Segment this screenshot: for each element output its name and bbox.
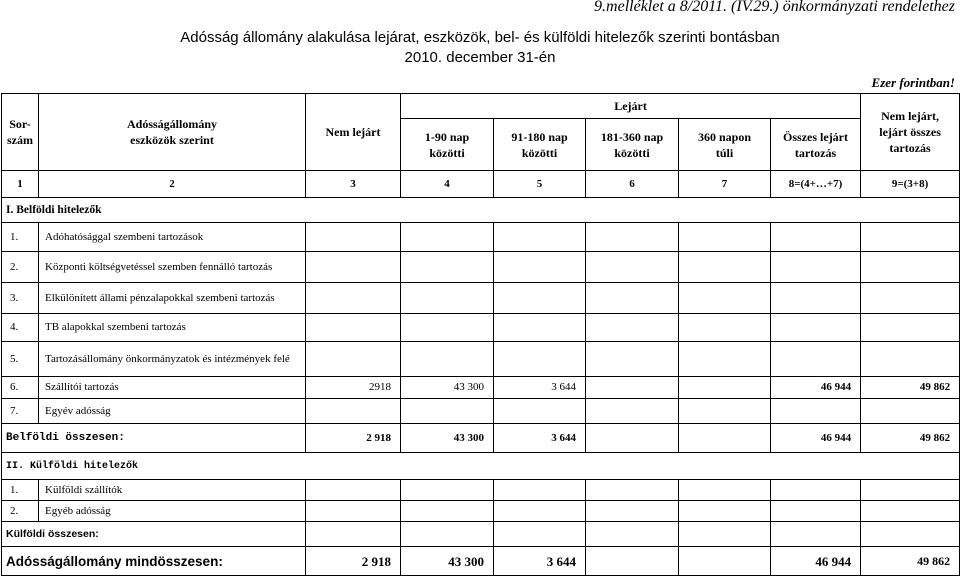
value-lejart-91-180 <box>494 342 586 377</box>
row-label: Tartozásállomány önkormányzatok és intézmények felé <box>45 352 290 365</box>
total-osszes-lejart: 46 944 <box>771 424 861 453</box>
total-lejart-91-180 <box>494 522 586 547</box>
total-lejart-360-felett <box>679 522 771 547</box>
unit-note: Ezer forintban! <box>871 75 955 90</box>
grand-total-row <box>2 547 960 576</box>
value-lejart-1-90: 43 300 <box>401 377 494 399</box>
value-lejart-181-360 <box>586 399 679 424</box>
value-osszes-tartozas <box>861 283 960 314</box>
value-lejart-360-felett <box>679 314 771 342</box>
grand-total-osszes-lejart: 46 944 <box>771 547 861 576</box>
row-number: 7. <box>2 399 39 424</box>
value-nem-lejart <box>306 342 401 377</box>
value-osszes-lejart <box>771 399 861 424</box>
header-row <box>2 94 960 119</box>
debt-table <box>1 93 960 576</box>
value-osszes-lejart <box>771 283 861 314</box>
title-line-2: 2010. december 31-én <box>404 49 556 66</box>
value-lejart-91-180 <box>494 283 586 314</box>
value-lejart-1-90 <box>401 480 494 501</box>
value-osszes-lejart <box>771 480 861 501</box>
table-row <box>2 399 960 424</box>
row-label: Elkülönített állami pénzalapokkal szembeni tartozás <box>39 283 306 314</box>
column-number: 5 <box>494 171 586 198</box>
value-osszes-tartozas <box>861 399 960 424</box>
value-osszes-lejart <box>771 223 861 252</box>
total-lejart-181-360 <box>586 424 679 453</box>
value-osszes-tartozas <box>861 342 960 377</box>
value-osszes-tartozas: 49 862 <box>861 377 960 399</box>
column-number: 9=(3+8) <box>861 171 960 198</box>
row-number: 1. <box>2 480 39 501</box>
value-lejart-91-180 <box>494 501 586 522</box>
table-row <box>2 377 960 399</box>
table-row <box>2 283 960 314</box>
column-number: 1 <box>2 171 39 198</box>
value-lejart-91-180 <box>494 399 586 424</box>
row-number: 3. <box>2 283 39 314</box>
value-lejart-91-180 <box>494 223 586 252</box>
value-lejart-360-felett <box>679 501 771 522</box>
row-label: Egyév adósság <box>39 399 306 424</box>
title-line-1: Adósság állomány alakulása lejárat, eszközök, bel- és külföldi hitelezők szerinti bontásban <box>180 29 780 46</box>
row-label: Külföldi szállítók <box>39 480 306 501</box>
value-lejart-181-360 <box>586 314 679 342</box>
value-lejart-91-180 <box>494 314 586 342</box>
value-nem-lejart <box>306 480 401 501</box>
table-row <box>2 480 960 501</box>
value-osszes-lejart: 46 944 <box>771 377 861 399</box>
header-lejart-group: Lejárt <box>401 94 861 119</box>
grand-total-lejart-91-180: 3 644 <box>494 547 586 576</box>
row-label: Egyéb adósság <box>39 501 306 522</box>
value-lejart-360-felett <box>679 223 771 252</box>
value-lejart-360-felett <box>679 377 771 399</box>
header-lejart-181-360: 181-360 nap közötti <box>586 119 679 171</box>
value-lejart-91-180 <box>494 252 586 283</box>
column-number: 4 <box>401 171 494 198</box>
value-osszes-tartozas <box>861 314 960 342</box>
header-nem-lejart: Nem lejárt <box>306 94 401 171</box>
row-number: 6. <box>2 377 39 399</box>
value-nem-lejart: 2918 <box>306 377 401 399</box>
value-lejart-360-felett <box>679 399 771 424</box>
header-osszes-tartozas: Nem lejárt, lejárt összes tartozás <box>861 94 960 171</box>
total-nem-lejart <box>306 522 401 547</box>
total-lejart-91-180: 3 644 <box>494 424 586 453</box>
grand-total-label: Adósságállomány mindösszesen: <box>2 547 306 576</box>
total-osszes-tartozas: 49 862 <box>861 424 960 453</box>
value-lejart-360-felett <box>679 342 771 377</box>
total-lejart-360-felett <box>679 424 771 453</box>
total-lejart-1-90: 43 300 <box>401 424 494 453</box>
row-number: 2. <box>2 252 39 283</box>
section-total-row <box>2 424 960 453</box>
column-number: 6 <box>586 171 679 198</box>
value-lejart-1-90 <box>401 399 494 424</box>
row-number: 1. <box>2 223 39 252</box>
column-number: 3 <box>306 171 401 198</box>
row-number: 2. <box>2 501 39 522</box>
value-lejart-181-360 <box>586 480 679 501</box>
value-lejart-181-360 <box>586 252 679 283</box>
header-lejart-91-180: 91-180 nap közötti <box>494 119 586 171</box>
value-lejart-91-180: 3 644 <box>494 377 586 399</box>
section-heading: II. Külföldi hitelezők <box>2 453 960 480</box>
value-lejart-181-360 <box>586 342 679 377</box>
row-label: Központi költségvetéssel szemben fennálló tartozás <box>39 252 306 283</box>
grand-total-lejart-360-felett <box>679 547 771 576</box>
total-lejart-1-90 <box>401 522 494 547</box>
value-lejart-1-90 <box>401 223 494 252</box>
table-row <box>2 252 960 283</box>
document-title <box>0 28 960 68</box>
value-lejart-181-360 <box>586 223 679 252</box>
total-lejart-181-360 <box>586 522 679 547</box>
column-number: 2 <box>39 171 306 198</box>
value-osszes-tartozas <box>861 252 960 283</box>
value-nem-lejart <box>306 283 401 314</box>
column-number-row <box>2 171 960 198</box>
section-total-label: Belföldi összesen: <box>2 424 306 453</box>
table-row <box>2 314 960 342</box>
value-lejart-181-360 <box>586 283 679 314</box>
value-lejart-360-felett <box>679 480 771 501</box>
section-heading: I. Belföldi hitelezők <box>2 198 960 223</box>
column-number: 7 <box>679 171 771 198</box>
grand-total-osszes-tartozas: 49 862 <box>861 547 960 576</box>
table-row <box>2 223 960 252</box>
value-osszes-tartozas <box>861 480 960 501</box>
grand-total-lejart-1-90: 43 300 <box>401 547 494 576</box>
value-nem-lejart <box>306 252 401 283</box>
header-lejart-1-90: 1-90 nap közötti <box>401 119 494 171</box>
table-row <box>2 501 960 522</box>
row-label: Adóhatósággal szembeni tartozások <box>39 223 306 252</box>
value-osszes-tartozas <box>861 501 960 522</box>
value-lejart-1-90 <box>401 314 494 342</box>
section-heading-row <box>2 198 960 223</box>
value-nem-lejart <box>306 314 401 342</box>
value-osszes-tartozas <box>861 223 960 252</box>
value-lejart-1-90 <box>401 342 494 377</box>
value-nem-lejart <box>306 399 401 424</box>
section-heading-row <box>2 453 960 480</box>
value-lejart-91-180 <box>494 480 586 501</box>
total-osszes-tartozas <box>861 522 960 547</box>
value-lejart-1-90 <box>401 283 494 314</box>
value-nem-lejart <box>306 501 401 522</box>
header-osszes-lejart: Összes lejárt tartozás <box>771 119 861 171</box>
row-number: 4. <box>2 314 39 342</box>
annex-note: 9.melléklet a 8/2011. (IV.29.) önkormányzati rendelethez <box>594 0 955 15</box>
row-label-cell <box>39 342 306 377</box>
value-osszes-lejart <box>771 314 861 342</box>
row-label: TB alapokkal szembeni tartozás <box>39 314 306 342</box>
column-number: 8=(4+…+7) <box>771 171 861 198</box>
table-row <box>2 342 960 377</box>
value-lejart-360-felett <box>679 252 771 283</box>
row-number: 5. <box>2 342 39 377</box>
total-osszes-lejart <box>771 522 861 547</box>
section-total-row <box>2 522 960 547</box>
value-osszes-lejart <box>771 501 861 522</box>
section-total-label: Külföldi összesen: <box>2 522 306 547</box>
header-eszkozok: Adósságállomány eszközök szerint <box>39 94 306 171</box>
value-osszes-lejart <box>771 342 861 377</box>
value-lejart-360-felett <box>679 283 771 314</box>
value-lejart-1-90 <box>401 252 494 283</box>
value-lejart-181-360 <box>586 501 679 522</box>
row-label: Szállítói tartozás <box>39 377 306 399</box>
header-sorszam: Sor- szám <box>2 94 39 171</box>
value-nem-lejart <box>306 223 401 252</box>
value-osszes-lejart <box>771 252 861 283</box>
grand-total-nem-lejart: 2 918 <box>306 547 401 576</box>
header-lejart-360-felett: 360 napon túli <box>679 119 771 171</box>
value-lejart-1-90 <box>401 501 494 522</box>
grand-total-lejart-181-360 <box>586 547 679 576</box>
value-lejart-181-360 <box>586 377 679 399</box>
total-nem-lejart: 2 918 <box>306 424 401 453</box>
